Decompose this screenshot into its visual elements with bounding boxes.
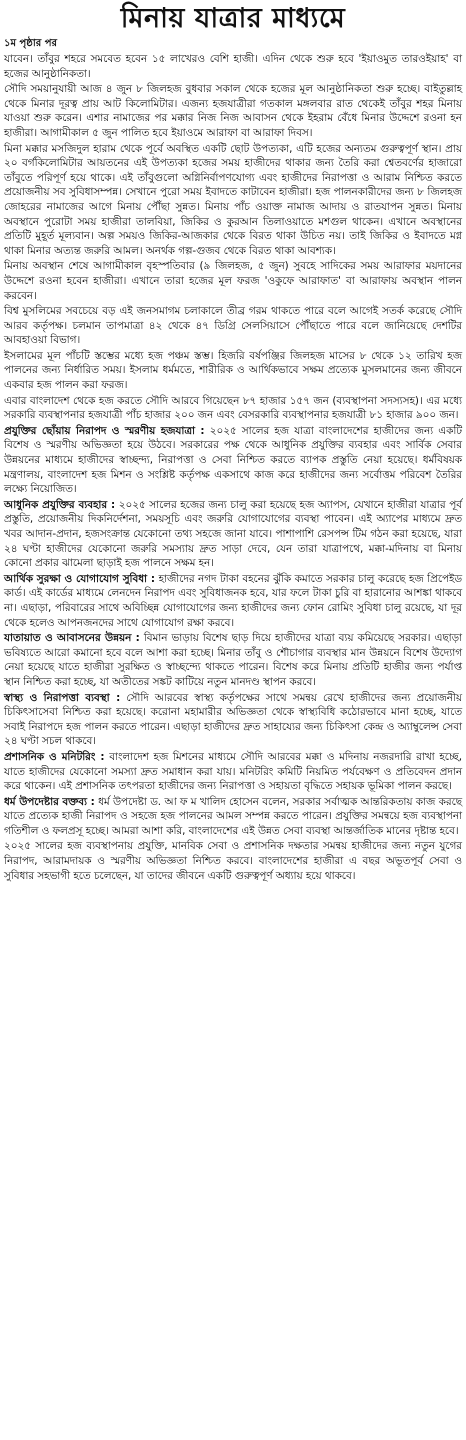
article-paragraph — [4, 750, 462, 794]
article-paragraph — [4, 631, 462, 689]
paragraph-text: মিনা মক্কার মসজিদুল হারাম থেকে পূর্বে অবস্থিত একটি ছোট উপত্যকা, এটি হজের অন্যতম গুরুত্বপূর্ণ স্থান। প্রায় ২০ বর্গকিলোমিটার আয়তনের এই উপত্যকা হজের সময় হাজীদের থাকার জন্য তৈরি করা শ্বেতবর্ণের হাজারো তাঁবুতে পরিপূর্ণ হয়ে থাকে। এই তাঁবুগুলো অগ্নিনির্বাপণযোগ্য এবং হাজীদের নিরাপত্তা ও আরাম নিশ্চিত করতে প্রয়োজনীয় সব সুবিধাসম্পন্ন। সেখানে পুরো সময় ইবাদতে কাটাবেন হাজীরা। হজ পালনকারীদের জন্য ৮ জিলহজ জোহরের নামাজের আগে মিনায় পৌঁছা সুন্নত। মিনায় পাঁচ ওয়াক্ত নামাজ আদায় ও রাতযাপন সুন্নত। মিনায় অবস্থানে পুরোটা সময় হাজীরা তালবিয়া, জিকির ও কুরআন তিলাওয়াতে মশগুল থাকেন। এখানে অবস্থানের প্রতিটি মুহূর্ত মূল্যবান। অল্প সময়ও জিকির-আজকার থেকে বিরত থাকা উচিত নয়। তাই জিকির ও ইবাদতে মগ্ন থাকা মিনার অত্যন্ত জরুরি আমল। অনর্থক গল্প-গুজব থেকে বিরত থাকা আবশ্যক। — [4, 142, 462, 257]
paragraph-subheading: আর্থিক সুরক্ষা ও যোগাযোগ সুবিধা : — [4, 572, 156, 585]
paragraph-subheading: যাতায়াত ও আবাসনের উন্নয়ন : — [4, 632, 140, 645]
article-paragraph — [4, 259, 462, 303]
article-body — [4, 52, 462, 883]
article-paragraph — [4, 349, 462, 393]
article-paragraph — [4, 142, 462, 259]
article-paragraph — [4, 52, 462, 81]
paragraph-text: ইসলামের মূল পাঁচটি স্তম্ভের মধ্যে হজ পঞ্চম স্তম্ভ। হিজরি বর্ষপঞ্জির জিলহজ মাসের ৮ থেকে ১২ তারিখ হজ পালনের জন্য নির্ধারিত সময়। ইসলাম ধর্মমতে, শারীরিক ও আর্থিকভাবে সক্ষম প্রত্যেক মুসলমানের জন্য জীবনে একবার হজ পালন করা ফরজ। — [4, 349, 462, 392]
paragraph-subheading: ধর্ম উপদেষ্টার বক্তব্য : — [4, 795, 95, 808]
paragraph-text: এবার বাংলাদেশ থেকে হজ করতে সৌদি আরবে গিয়েছেন ৮৭ হাজার ১৫৭ জন (ব্যবস্থাপনা সদস্যসহ)। এর মধ্যে সরকারি ব্যবস্থাপনার হজযাত্রী পাঁচ হাজার ২০০ জন এবং বেসরকারি ব্যবস্থাপনার হজযাত্রী ৮১ হাজার ৯০০ জন। — [4, 394, 462, 422]
paragraph-text: ধর্ম উপদেষ্টা ড. আ ফ ম খালিদ হোসেন বলেন, সরকার সর্বাত্মক আন্তরিকতায় কাজ করছে যাতে প্রত্যেক হাজী নিরাপদ ও সহজে হজ পালনের আমল সম্পন্ন করতে পারেন। প্রযুক্তির সমন্বয়ে হজ ব্যবস্থাপনা গতিশীল ও ফলপ্রসূ হচ্ছে। আমরা আশা করি, বাংলাদেশের এই উন্নত সেবা ব্যবস্থা আন্তর্জাতিক মানের দৃষ্টান্ত হবে। — [4, 795, 462, 837]
article-paragraph — [4, 839, 462, 883]
paragraph-text: বাংলাদেশ হজ মিশনের মাধ্যমে সৌদি আরবের মক্কা ও মদিনায় নজরদারি রাখা হচ্ছে, যাতে হাজীদের যেকোনো সমস্যা দ্রুত সমাধান করা যায়। মনিটরিং কমিটি নিয়মিত পর্যবেক্ষণ ও প্রতিবেদন প্রদান করে থাকেন। এই প্রশাসনিক তৎপরতা হাজীদের জন্য নিরাপত্তা ও সহায়তা বৃদ্ধিতে সহায়ক ভূমিকা পালন করছে। — [4, 750, 463, 793]
continued-from-label: ১ম পৃষ্ঠার পর — [4, 38, 57, 49]
paragraph-subheading: প্রযুক্তির ছোঁয়ায় নিরাপদ ও স্মরণীয় হজযাত্রা : — [4, 424, 205, 437]
paragraph-text: ২০২৫ সালের হজ ব্যবস্থাপনায় প্রযুক্তি, মানবিক সেবা ও প্রশাসনিক দক্ষতার সমন্বয় হাজীদের জন্য নতুন যুগের নিরাপদ, আরামদায়ক ও স্মরণীয় অভিজ্ঞতা নিশ্চিত করবে। বাংলাদেশের হাজীরা এ বছর অভূতপূর্ব সেবা ও সুবিধার সহভাগী হতে চলেছেন, যা তাদের জীবনে একটি গুরুত্বপূর্ণ অধ্যায় হয়ে থাকবে। — [4, 840, 462, 882]
paragraph-text: বিশ্ব মুসলিমের সবচেয়ে বড় এই জনসমাগম চলাকালে তীব্র গরম থাকতে পারে বলে আগেই সতর্ক করেছে সৌদি আরব কর্তৃপক্ষ। চলমান তাপমাত্রা ৪২ থেকে ৪৭ ডিগ্রি সেলসিয়াসে পৌঁছাতে পারে বলে জানিয়েছে দেশটির আবহাওয়া বিভাগ। — [4, 305, 462, 347]
paragraph-subheading: আধুনিক প্রযুক্তির ব্যবহার : — [4, 498, 116, 511]
article-paragraph — [4, 572, 462, 630]
article-paragraph — [4, 424, 462, 497]
paragraph-text: সৌদি সময়ানুযায়ী আজ ৪ জুন ৮ জিলহজ বুধবার সকাল থেকে হজের মূল আনুষ্ঠানিকতা শুরু হচ্ছে। বাইতুল্লাহ থেকে মিনার দূরত্ব প্রায় আট কিলোমিটার। এজন্য হজযাত্রীরা গতকাল মঙ্গলবার রাত থেকেই তাঁবুর শহর মিনায় যাওয়া শুরু করেন। এশার নামাজের পর মক্কার নিজ নিজ আবাসন থেকে ইহরাম বেঁধে মিনার উদ্দেশে রওনা হন হাজীরা। আগামীকাল ৫ জুন পালিত হবে ইয়াওমে আরাফা বা আরাফা দিবস। — [4, 83, 462, 139]
paragraph-text: বিমান ভাড়ায় বিশেষ ছাড় দিয়ে হাজীদের যাত্রা ব্যয় কমিয়েছে সরকার। এছাড়া ভবিষ্যতে আরো কমানো হবে বলে আশা করা হচ্ছে। মিনার তাঁবু ও শৌচাগার ব্যবস্থার মান উন্নয়নে বিশেষ উদ্যোগ নেয়া হয়েছে যাতে হাজীরা সুরক্ষিত ও স্বাচ্ছন্দ্যে থাকতে পারেন। বিশেষ করে মিনায় প্রতিটি হাজীর জন্য পর্যাপ্ত স্থান নিশ্চিত করা হচ্ছে, যা অতীতের সঙ্কট কাটিয়ে নতুন মানদণ্ড স্থাপন করবে। — [4, 632, 462, 688]
paragraph-text: মিনায় অবস্থান শেষে আগামীকাল বৃহস্পতিবার (৯ জিলহজ, ৫ জুন) সুবহে সাদিকের সময় আরাফার ময়দানের উদ্দেশে রওনা হবেন হাজীরা। এখানে তারা হজের মূল ফরজ 'ওকুফে আরাফাত' বা আরাফায় অবস্থান পালন করবেন। — [4, 260, 462, 302]
news-article — [4, 0, 462, 883]
article-paragraph — [4, 795, 462, 839]
paragraph-subheading: প্রশাসনিক ও মনিটরিং : — [4, 750, 105, 763]
article-paragraph — [4, 691, 462, 749]
paragraph-text: ২০২৫ সালের হজ যাত্রা বাংলাদেশের হাজীদের জন্য একটি বিশেষ ও স্মরণীয় অভিজ্ঞতা হয়ে উঠবে। সরকারের পক্ষ থেকে আধুনিক প্রযুক্তির ব্যবহার এবং সার্বিক সেবার উন্নয়নের মাধ্যমে হাজীদের স্বাচ্ছন্দ্য, নিরাপত্তা ও সেবা নিশ্চিত করতে ব্যাপক প্রস্তুতি নেয়া হয়েছে। ধর্মবিষয়ক মন্ত্রণালয়, বাংলাদেশ হজ মিশন ও সংশ্লিষ্ট কর্তৃপক্ষ একসাথে কাজ করে হাজীদের জন্য সর্বোত্তম পরিবেশ তৈরির লক্ষ্যে নিয়োজিত। — [4, 424, 462, 496]
paragraph-subheading: স্বাস্থ্য ও নিরাপত্তা ব্যবস্থা : — [4, 691, 121, 704]
article-paragraph — [4, 394, 462, 423]
paragraph-text: সৌদি আরবের স্বাস্থ্য কর্তৃপক্ষের সাথে সমন্বয় রেখে হাজীদের জন্য প্রয়োজনীয় চিকিৎসাসেবা নিশ্চিত করা হয়েছে। করোনা মহামারীর অভিজ্ঞতা থেকে স্বাস্থ্যবিধি কঠোরভাবে মানা হচ্ছে, যাতে সবাই নিরাপদে হজ পালন করতে পারেন। এছাড়া হাজীদের দ্রুত সাহায্যের জন্য চিকিৎসা কেন্দ্র ও অ্যাম্বুলেন্স সেবা ২৪ ঘণ্টা সচল থাকবে। — [4, 691, 462, 748]
paragraph-text: যাবেন। তাঁবুর শহরে সমবেত হবেন ১৫ লাখেরও বেশি হাজী। এদিন থেকে শুরু হবে 'ইয়াওমুত তারওইয়াহ' বা হজের আনুষ্ঠানিকতা। — [4, 53, 462, 80]
article-paragraph — [4, 498, 462, 571]
paragraph-text: হাজীদের নগদ টাকা বহনের ঝুঁকি কমাতে সরকার চালু করেছে হজ প্রিপেইড কার্ড। এই কার্ডের মাধ্যমে লেনদেন নিরাপদ এবং সুবিধাজনক হবে, যার ফলে টাকা চুরি বা হারানোর আশঙ্কা থাকবে না। এছাড়া, পরিবারের সাথে অবিচ্ছিন্ন যোগাযোগের জন্য হাজীদের জন্য ফোন রোমিং সুবিধা চালু রয়েছে, যা দূর থেকে হলেও আপনজনদের সাথে যোগাযোগ রক্ষা করবে। — [4, 572, 463, 629]
article-paragraph — [4, 304, 462, 348]
article-headline: মিনায় যাত্রার মাধ্যমে — [120, 3, 346, 34]
paragraph-text: ২০২৫ সালের হজের জন্য চালু করা হয়েছে হজ অ্যাপস, যেখানে হাজীরা যাত্রার পূর্ব প্রস্তুতি, প্রয়োজনীয় দিকনির্দেশনা, সময়সূচি এবং জরুরি যোগাযোগের ব্যবস্থা পাবেন। এই অ্যাপের মাধ্যমে দ্রুত খবর আদান-প্রদান, হজসংক্রান্ত যেকোনো তথ্য সহজে জানা যাবে। পাশাপাশি রেসপন্স টিম গঠন করা হয়েছে, যারা ২৪ ঘণ্টা হাজীদের যেকোনো জরুরি সমস্যায় দ্রুত সাড়া দেবে, যেন তারা যাত্রাপথে, মক্কা-মদিনায় বা মিনায় কোনো প্রকার ঝামেলা ছাড়াই হজ পালনে সক্ষম হন। — [4, 498, 462, 570]
article-paragraph — [4, 82, 462, 140]
